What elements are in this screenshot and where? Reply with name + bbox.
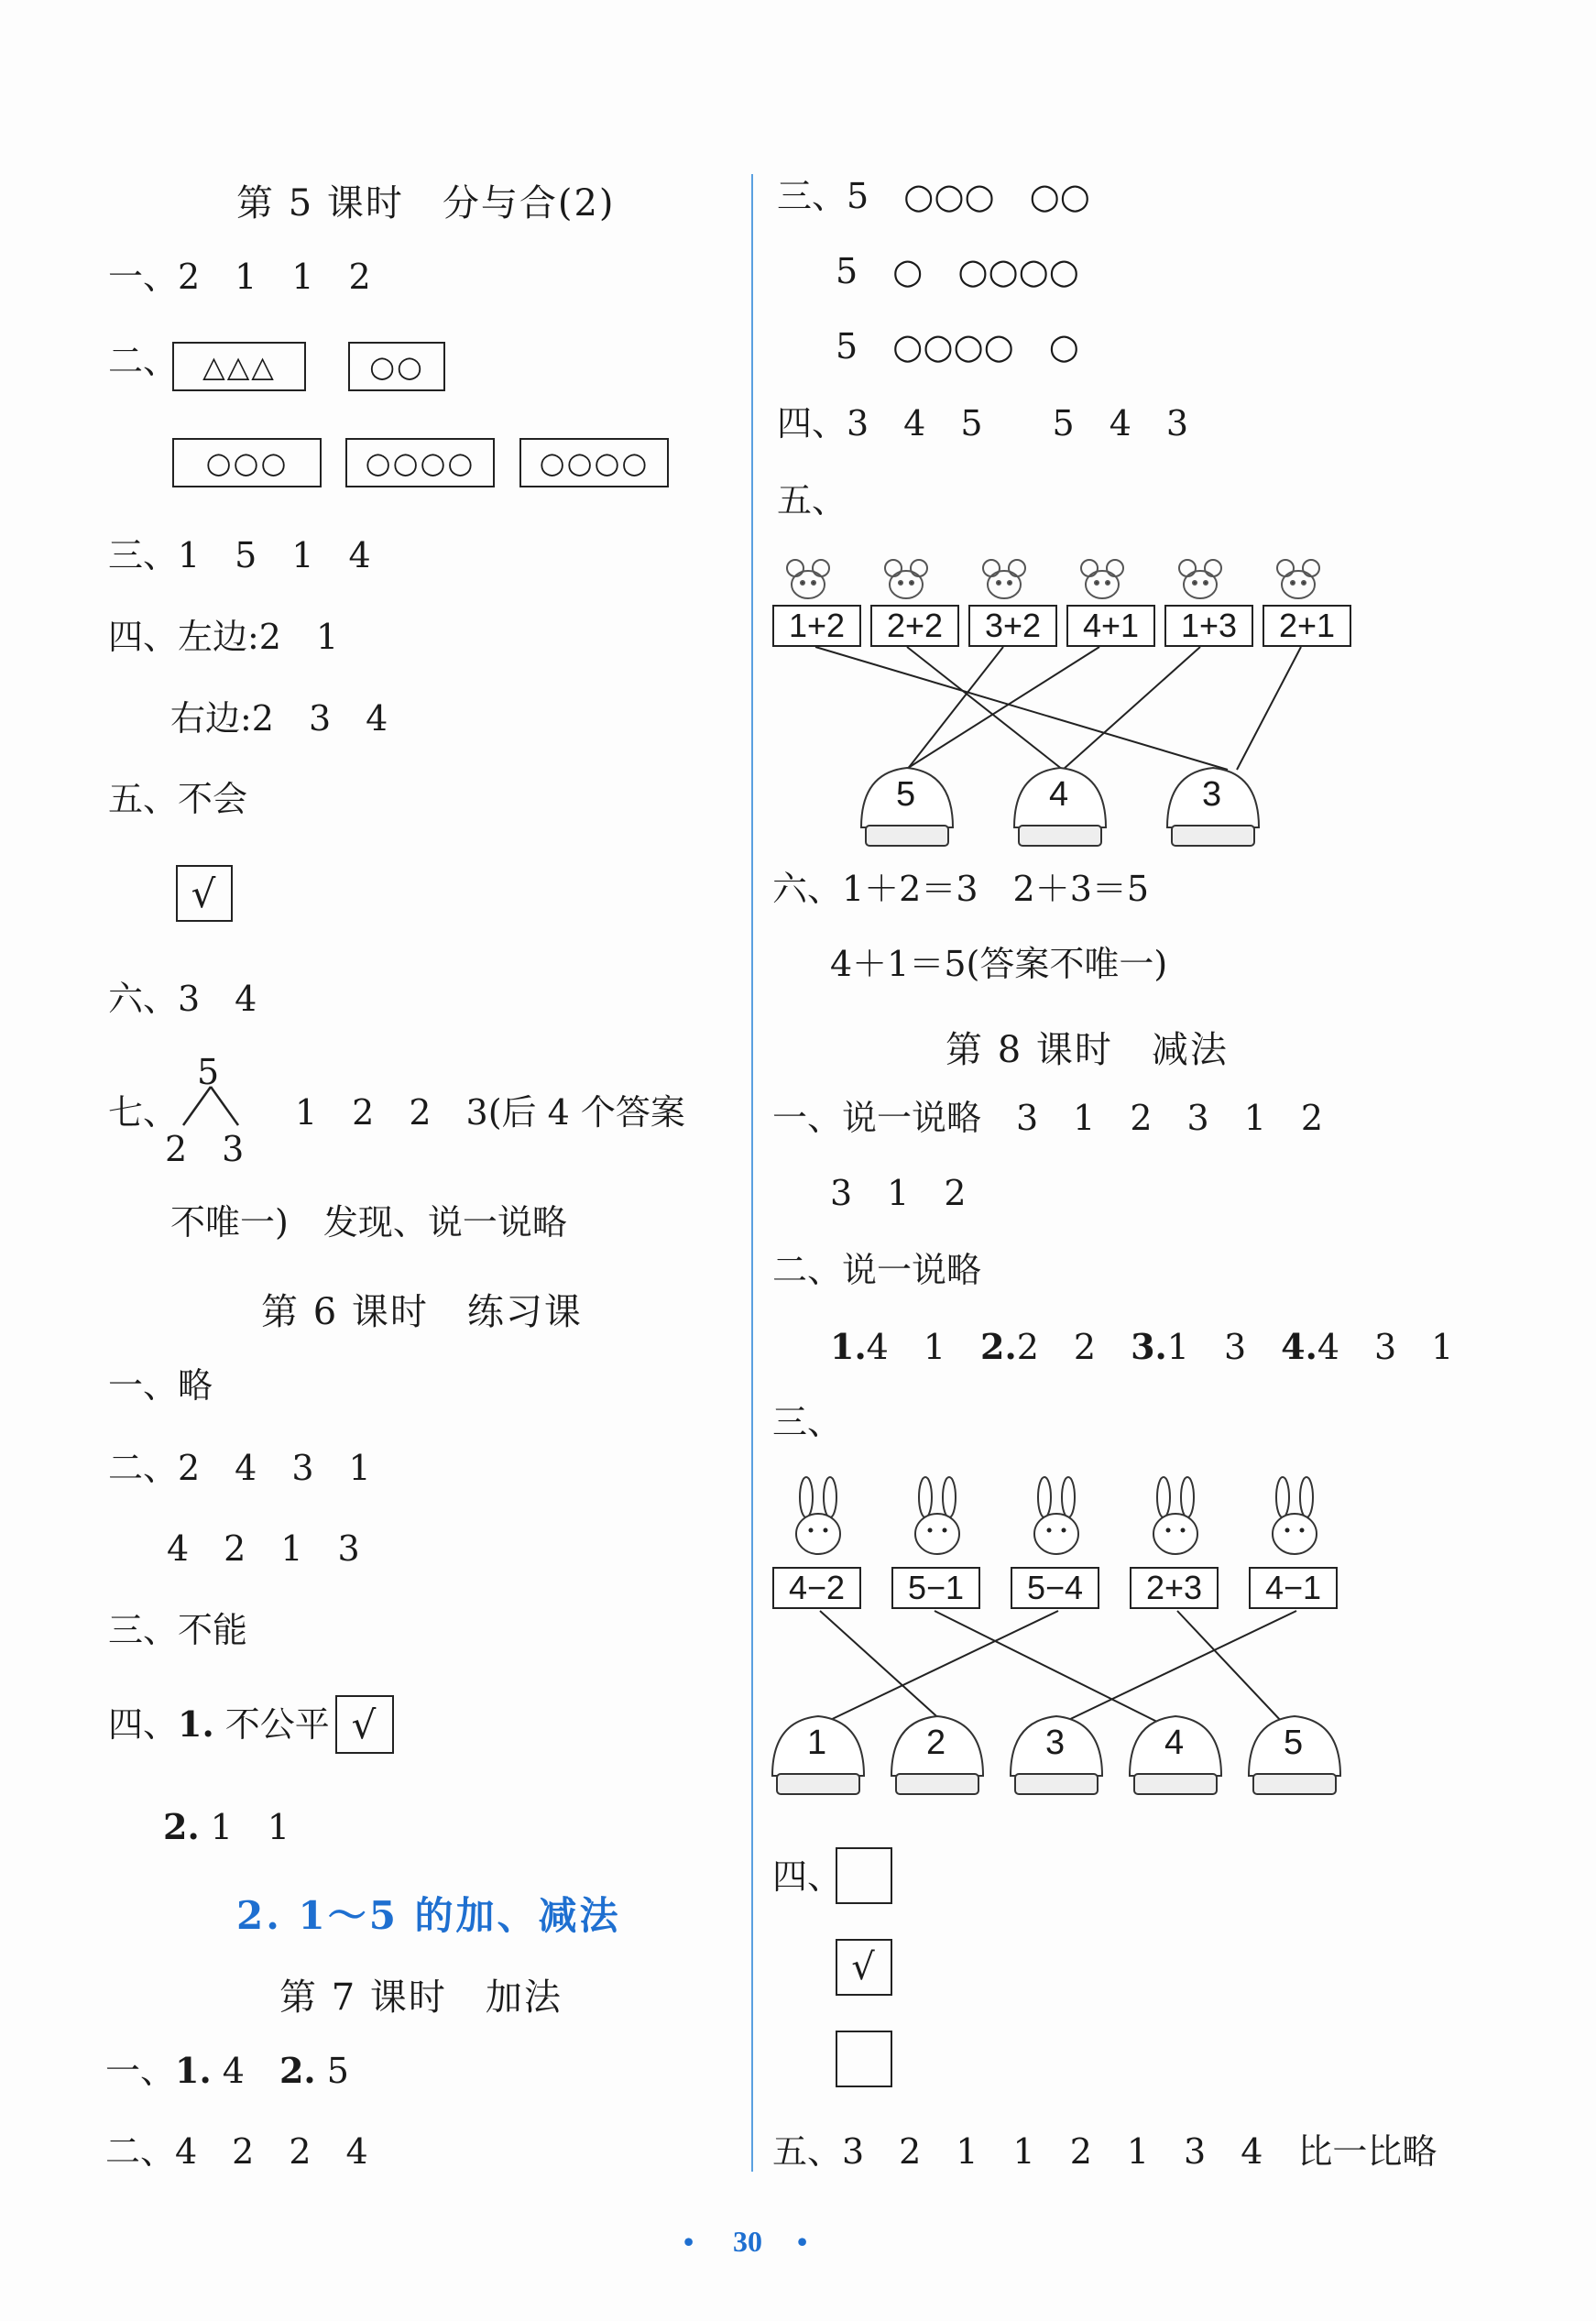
answer-r4: 四、3 4 5 5 4 3 [777, 403, 1189, 443]
check-box: √ [176, 865, 233, 922]
mouse-expr-1: 1+2 [772, 605, 861, 647]
answer-s5: 五、3 2 1 1 2 1 3 4 比一比略 [772, 2131, 1437, 2172]
empty-box-1 [836, 1847, 892, 1904]
answer-l7-cont: 不唯一) 发现、说一说略 [170, 1202, 567, 1243]
answer-m4b-text: 1 1 [199, 1807, 290, 1847]
answer-n1-a: 4 [211, 2051, 279, 2091]
answer-n1-b: 5 [315, 2051, 349, 2091]
page-number: 30 [733, 2225, 762, 2258]
answer-l4b: 右边:2 3 4 [170, 698, 388, 739]
mouse-icon [1176, 557, 1231, 608]
answer-m4-text: 不公平 [213, 1704, 330, 1745]
s2-item-3-num: 3. [1131, 1326, 1167, 1367]
split-bottom: 2 3 [165, 1129, 245, 1169]
s2-item-4-num: 4. [1281, 1326, 1317, 1367]
rabbit-house-1: 1 [807, 1724, 827, 1762]
rabbit-house-5: 5 [1284, 1724, 1304, 1762]
answer-m4-label: 四、 [108, 1704, 179, 1745]
lesson6-title: 第 6 课时 练习课 [261, 1291, 583, 1333]
empty-box-2 [836, 2031, 892, 2087]
mouse-expr-3: 3+2 [968, 605, 1057, 647]
rabbit-expr-2: 5−1 [891, 1567, 980, 1609]
s2-item-2-num: 2. [980, 1326, 1017, 1367]
mouse-icon [882, 557, 937, 608]
answer-m2a: 二、2 4 3 1 [108, 1448, 371, 1488]
rabbit-icon [905, 1477, 969, 1560]
answer-m4 [108, 1704, 330, 1745]
answer-m1: 一、略 [108, 1365, 213, 1406]
answer-l4a: 四、左边:2 1 [108, 617, 339, 657]
rabbit-house-3: 3 [1045, 1724, 1066, 1762]
answer-m4b-num: 2. [163, 1806, 200, 1847]
rabbit-house-4: 4 [1164, 1724, 1185, 1762]
answer-m2b: 4 2 1 3 [167, 1528, 360, 1569]
shape-box-circles-4b: ○○○○ [519, 438, 669, 487]
shape-box-circles-2: ○○ [348, 342, 445, 391]
check-box-s4: √ [836, 1939, 892, 1996]
answer-l2-label: 二、 [108, 341, 179, 381]
answer-s3: 三、 [772, 1402, 843, 1442]
answer-r3c: 5 ○○○○ ○ [836, 326, 1079, 367]
column-divider [751, 174, 753, 2172]
lesson5-title: 第 5 课时 分与合(2) [236, 182, 616, 224]
rabbit-icon [1263, 1477, 1327, 1560]
answer-s1b: 3 1 2 [830, 1173, 967, 1213]
split-top: 5 [197, 1052, 220, 1092]
answer-n1-b-num: 2. [279, 2050, 316, 2091]
answer-m3: 三、不能 [108, 1610, 248, 1650]
answer-s1a: 一、说一说略 3 1 2 3 1 2 [772, 1098, 1324, 1138]
rabbit-expr-1: 4−2 [772, 1567, 861, 1609]
s2-item-4-val: 4 3 1 [1317, 1327, 1454, 1367]
mouse-icon [784, 557, 839, 608]
rabbit-expr-3: 5−4 [1011, 1567, 1099, 1609]
rabbit-expr-5: 4−1 [1249, 1567, 1338, 1609]
mouse-icon [1274, 557, 1329, 608]
s2-item-2-val: 2 2 [1016, 1327, 1097, 1367]
answer-l1: 一、2 1 1 2 [108, 257, 371, 297]
page-dot-left: • [683, 2225, 694, 2258]
check-box-unfair: √ [335, 1695, 394, 1754]
s2-item-1-val: 4 1 [866, 1327, 946, 1367]
answer-l7-label: 七、 [108, 1092, 179, 1133]
answer-s2-items [830, 1327, 1453, 1367]
rabbit-icon [1143, 1477, 1208, 1560]
mouse-house-4: 4 [1049, 775, 1069, 814]
answer-n1-label: 一、 [105, 2051, 176, 2091]
answer-m4-num: 1. [178, 1703, 214, 1745]
answer-l3: 三、1 5 1 4 [108, 535, 371, 575]
mouse-expr-2: 2+2 [870, 605, 959, 647]
mouse-house-3: 3 [1202, 775, 1222, 814]
answer-r6a: 六、1＋2＝3 2＋3＝5 [772, 869, 1150, 909]
answer-r6b: 4＋1＝5(答案不唯一) [830, 944, 1168, 984]
mouse-expr-4: 4+1 [1066, 605, 1155, 647]
shape-box-triangles: △△△ [172, 342, 306, 391]
rabbit-house-2: 2 [926, 1724, 946, 1762]
rabbit-icon [786, 1477, 850, 1560]
mouse-expr-6: 2+1 [1263, 605, 1351, 647]
mouse-house-5: 5 [896, 775, 916, 814]
s2-item-3-val: 1 3 [1166, 1327, 1247, 1367]
mouse-icon [980, 557, 1035, 608]
lesson7-title: 第 7 课时 加法 [279, 1976, 563, 2019]
answer-s2: 二、说一说略 [772, 1250, 982, 1290]
shape-box-circles-4a: ○○○○ [345, 438, 495, 487]
lesson8-title: 第 8 课时 减法 [946, 1029, 1229, 1071]
answer-n1 [105, 2051, 349, 2091]
answer-l6: 六、3 4 [108, 979, 257, 1019]
mouse-icon [1078, 557, 1133, 608]
answer-l7: 1 2 2 3(后 4 个答案 [295, 1092, 685, 1133]
answer-n2: 二、4 2 2 4 [105, 2131, 368, 2172]
answer-l5: 五、不会 [108, 779, 248, 819]
answer-r5: 五、 [777, 480, 847, 520]
answer-n1-a-num: 1. [175, 2050, 212, 2091]
answer-m4b [163, 1807, 290, 1847]
rabbit-icon [1024, 1477, 1088, 1560]
answer-s4: 四、 [772, 1856, 843, 1897]
answer-r3a: 三、5 ○○○ ○○ [777, 176, 1090, 216]
answer-r3b: 5 ○ ○○○○ [836, 251, 1079, 291]
mouse-expr-5: 1+3 [1164, 605, 1253, 647]
rabbit-expr-4: 2+3 [1130, 1567, 1219, 1609]
shape-box-circles-3: ○○○ [172, 438, 322, 487]
section-title: 2. 1～5 的加、减法 [236, 1893, 621, 1938]
page-dot-right: • [797, 2225, 808, 2258]
s2-item-1-num: 1. [830, 1326, 867, 1367]
